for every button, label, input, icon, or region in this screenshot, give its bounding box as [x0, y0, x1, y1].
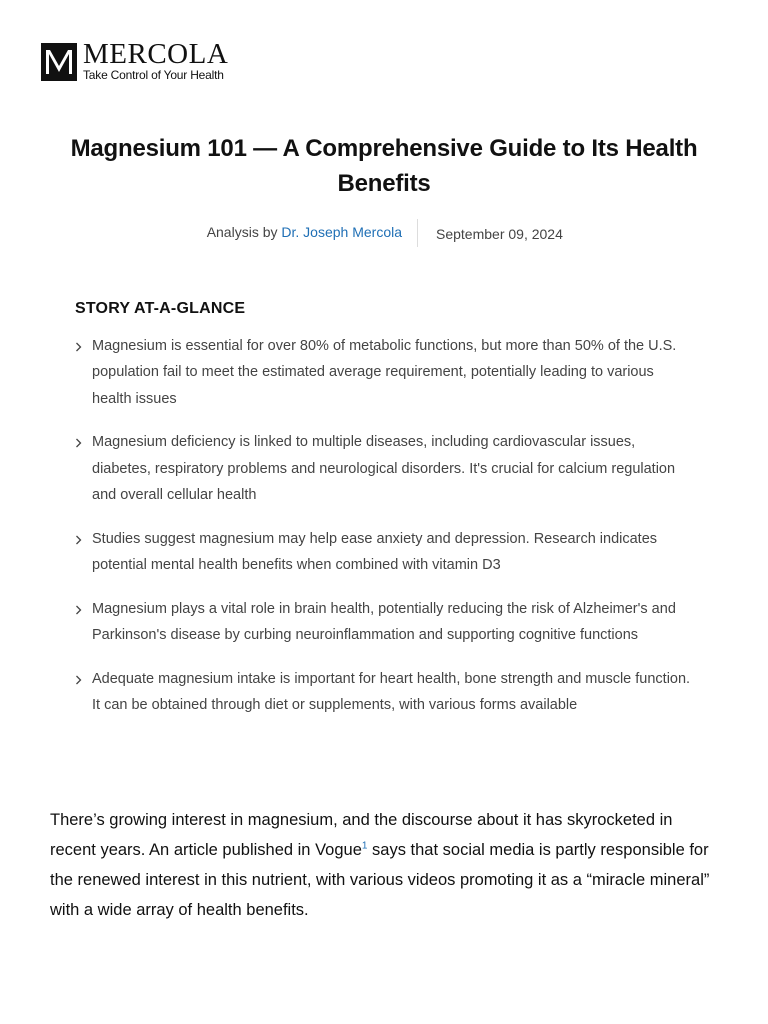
article-paragraph — [50, 805, 718, 925]
glance-item-text: Studies suggest magnesium may help ease anxiety and depression. Research indicates potential mental health benefits when combined with vitamin D3 — [92, 530, 658, 574]
glance-item-text: Magnesium is essential for over 80% of metabolic functions, but more than 50% of the U.S. population fail to meet the estimated average requirement, potentially leading to various health issues — [92, 338, 677, 407]
chevron-right-icon — [75, 342, 83, 352]
paragraph-text: There’s growing interest in magnesium, and the discourse about it has skyrocketed in recent years. An article published in Vogue — [50, 811, 673, 859]
glance-item — [75, 666, 695, 719]
glance-item-text: Magnesium plays a vital role in brain health, potentially reducing the risk of Alzheimer's and Parkinson's disease by curbing neuroinflammation and supporting cognitive functions — [92, 600, 676, 644]
chevron-right-icon — [75, 438, 83, 448]
mercola-logo[interactable] — [41, 38, 229, 83]
byline-author — [207, 224, 402, 240]
glance-item-text: Magnesium deficiency is linked to multiple diseases, including cardiovascular issues, diabetes, respiratory problems and neurological disorders. It's crucial for calcium regulation and overall cellular health — [92, 434, 676, 503]
article-title: Magnesium 101 — A Comprehensive Guide to Its Health Benefits — [70, 135, 698, 197]
byline-prefix: Analysis by — [206, 224, 282, 240]
article-byline — [0, 219, 768, 247]
chevron-right-icon — [75, 675, 83, 685]
publish-date: September 09, 2024 — [436, 226, 563, 242]
chevron-right-icon — [75, 535, 83, 545]
glance-item-text: Adequate magnesium intake is important for heart health, bone strength and muscle function. It can be obtained through diet or supplements, with various forms available — [92, 670, 691, 714]
story-at-a-glance-heading: STORY AT-A-GLANCE — [75, 300, 246, 317]
chevron-right-icon — [75, 605, 83, 615]
glance-item — [75, 596, 695, 649]
byline-divider — [417, 219, 418, 247]
mercola-m-icon — [41, 43, 77, 81]
glance-item — [75, 429, 695, 508]
paragraph-text-continued: says that social media is partly responsible for the renewed interest in this nutrient, with various videos promoting it as a “miracle mineral” with a wide array of health benefits. — [50, 841, 710, 919]
story-at-a-glance-list — [75, 333, 695, 736]
footnote-reference[interactable]: 1 — [361, 840, 368, 852]
glance-item — [75, 526, 695, 579]
author-link[interactable]: Dr. Joseph Mercola — [281, 224, 402, 240]
glance-item — [75, 333, 695, 412]
logo-tagline: Take Control of Your Health — [83, 68, 224, 82]
logo-name: MERCOLA — [83, 38, 229, 70]
